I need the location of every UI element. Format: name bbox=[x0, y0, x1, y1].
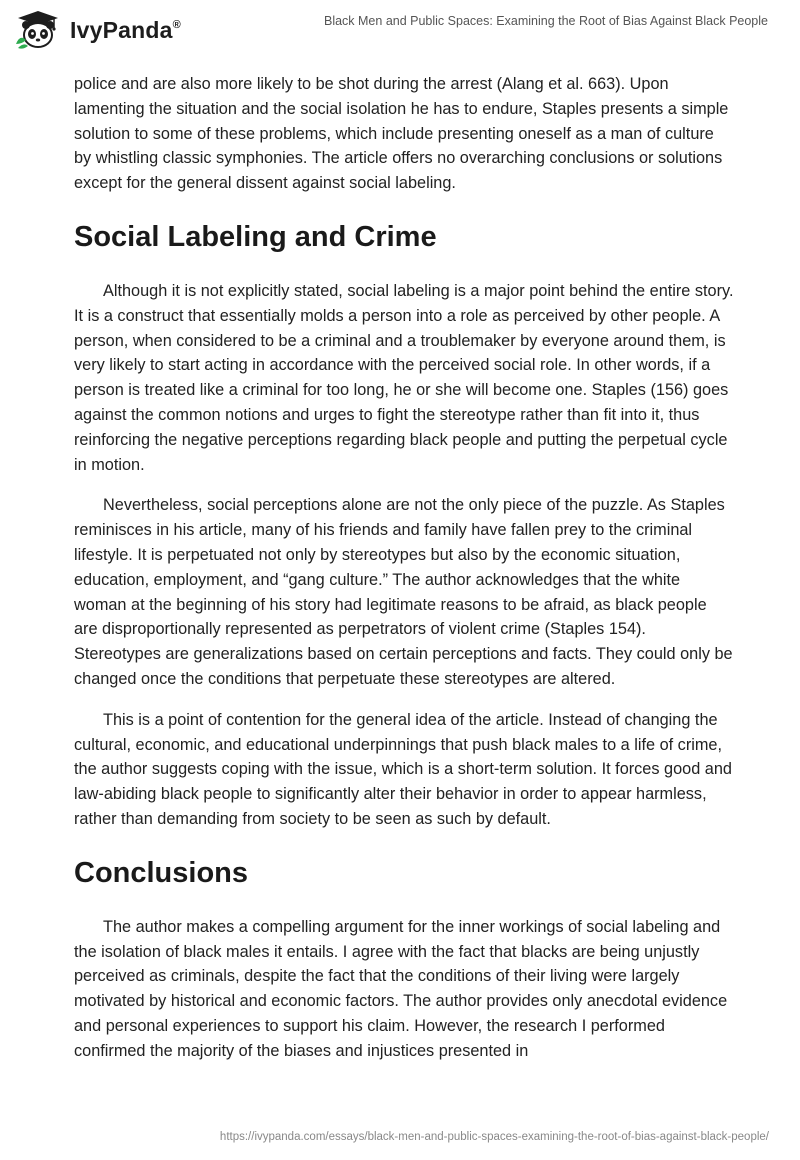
section-heading: Social Labeling and Crime bbox=[74, 220, 437, 253]
essay-body bbox=[74, 72, 734, 1080]
logo-wordmark: IvyPanda® bbox=[70, 16, 181, 43]
section-heading: Conclusions bbox=[74, 856, 249, 889]
document-title: Black Men and Public Spaces: Examining the Root of Bias Against Black People bbox=[323, 14, 768, 28]
paragraph: Nevertheless, social perceptions alone are not the only piece of the puzzle. As Staples reminisces in his article, many of his friends and family have fallen prey to the criminal lifestyle. It is perpetuated not only by stereotypes but also by the economic situation, education, employment, and “gang culture.” The author acknowledges that the white woman at the beginning of his story had legitimate reasons to be afraid, as black people are disproportionally represented as perpetrators of violent crime (Staples 154). Stereotypes are generalizations based on certain perceptions and facts. They could only be changed once the conditions that perpetuate these stereotypes are altered. bbox=[74, 496, 733, 688]
paragraph: Although it is not explicitly stated, social labeling is a major point behind the entire story. It is a construct that essentially molds a person into a role as perceived by other people. A person, when considered to be a criminal and a troublemaker by everyone around them, is very likely to start acting in accordance with the perceived social role. In other words, if a person is treated like a criminal for too long, he or she will become one. Staples (156) goes against the common notions and urges to fight the stereotype rather than fit into it, thus reinforcing the negative perceptions regarding black people and putting the perpetual cycle in motion. bbox=[74, 281, 734, 474]
paragraph: police and are also more likely to be shot during the arrest (Alang et al. 663). Upon lamenting the situation and the social isolation he has to endure, Staples presents a simple solution to some of these problems, which include presenting oneself as a man of culture by whistling classic symphonies. The article offers no overarching conclusions or solutions except for the general dissent against social labeling. bbox=[74, 75, 729, 193]
page-header bbox=[0, 0, 800, 60]
panda-icon bbox=[14, 10, 64, 50]
source-url[interactable]: https://ivypanda.com/essays/black-men-and-public-spaces-examining-the-root-of-bias-against-black-people/ bbox=[219, 1131, 769, 1143]
paragraph: The author makes a compelling argument for the inner workings of social labeling and the isolation of black males it entails. I agree with the fact that blacks are being unjustly perceived as criminals, despite the fact that the conditions of their living were largely motivated by historical and economic factors. The author provides only anecdotal evidence and personal experiences to support his claim. However, the research I performed confirmed the majority of the biases and injustices presented in bbox=[74, 917, 728, 1060]
paragraph: This is a point of contention for the general idea of the article. Instead of changing the cultural, economic, and educational underpinnings that push black males to a life of crime, the author suggests coping with the issue, which is a short-term solution. It forces good and law-abiding black people to significantly alter their behavior in order to appear harmless, rather than demanding from society to be seen as such by default. bbox=[74, 710, 732, 828]
ivypanda-logo[interactable] bbox=[14, 10, 181, 50]
